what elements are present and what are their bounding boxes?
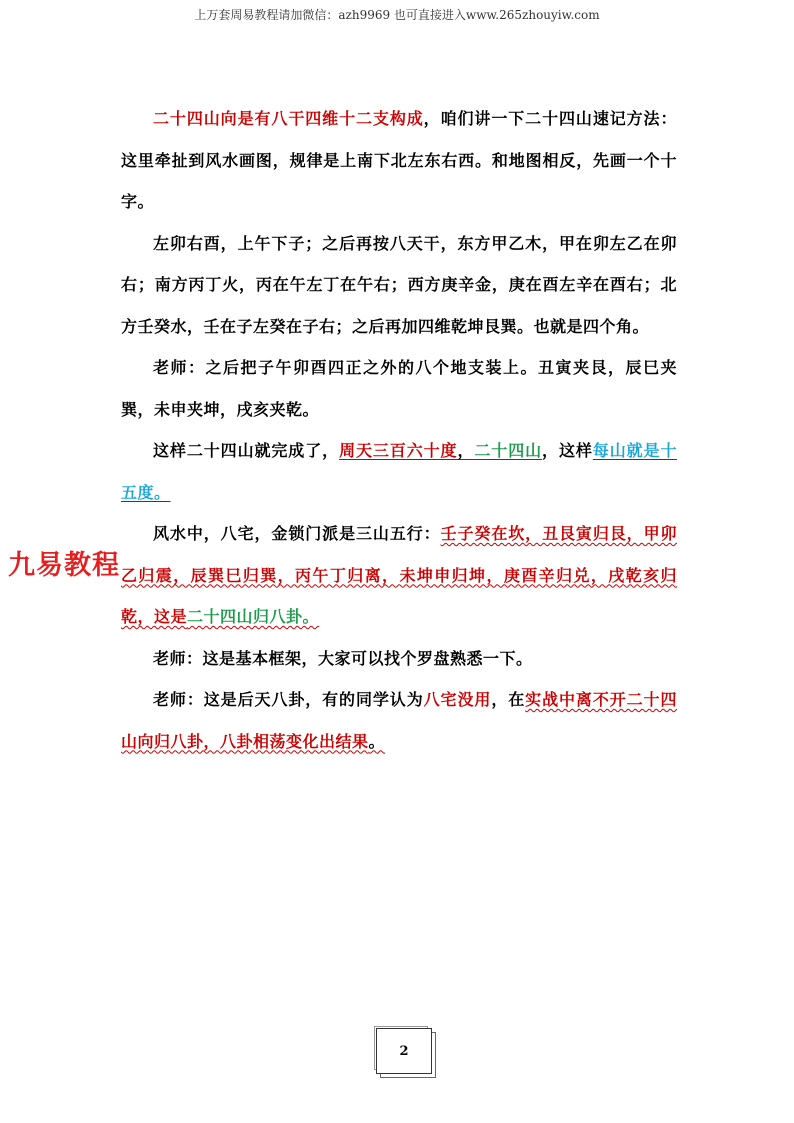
text-run: 二十四山向是有八干四维十二支构成 bbox=[153, 109, 424, 128]
text-run: 老师：这是基本框架，大家可以找个罗盘熟悉一下。 bbox=[153, 648, 533, 668]
text-run: ，在 bbox=[491, 690, 526, 709]
paragraph bbox=[121, 513, 677, 638]
paragraph bbox=[121, 223, 677, 348]
page-number-box bbox=[376, 1028, 432, 1074]
paragraph bbox=[121, 98, 677, 223]
text-run: 八宅没用 bbox=[423, 690, 492, 709]
page-header: 上万套周易教程请加微信：azh9969 也可直接进入www.265zhouyiw.com bbox=[194, 8, 600, 22]
text-run: 周天三百六十度 bbox=[339, 441, 458, 460]
text-run: ，咱们讲一下二十四山速记方法：这里牵扯到风水画图，规律是上南下北左东右西。和地图相反，先画一个十字。 bbox=[121, 109, 677, 211]
text-run: 。 bbox=[368, 731, 386, 751]
text-run: 二十四山归八卦。 bbox=[187, 607, 320, 626]
text-run: 壬子癸在坎，丑艮寅归艮，甲卯乙归震，辰巽巳归巽，丙午丁归离，未坤申归坤，庚酉辛归兑，戌乾亥归乾，这是 bbox=[121, 524, 677, 626]
text-run: 左卯右酉，上午下子；之后再按八天干，东方甲乙木，甲在卯左乙在卯右；南方丙丁火，丙在午左丁在午右；西方庚辛金，庚在酉左辛在酉右；北方壬癸水，壬在子左癸在子右；之后再加四维乾坤艮巽。也就是四个角。 bbox=[121, 233, 677, 336]
text-run: 这样二十四山就完成了， bbox=[153, 441, 340, 460]
text-run: 老师：这是后天八卦，有的同学认为 bbox=[153, 690, 424, 709]
text-run: 老师：之后把子午卯酉四正之外的八个地支装上。丑寅夹艮，辰巳夹巽，未申夹坤，戌亥夹乾。 bbox=[121, 358, 677, 419]
text-run: 二十四山 bbox=[474, 441, 543, 460]
paragraph bbox=[121, 679, 677, 762]
text-run: 实战中离不开二十四山向归八卦，八卦相荡变化出结果 bbox=[121, 690, 677, 751]
watermark-logo: 九易教程 bbox=[8, 550, 120, 581]
page-number: 2 bbox=[399, 1043, 409, 1059]
paragraph bbox=[121, 347, 677, 430]
document-body bbox=[121, 98, 677, 762]
text-run: ，这样 bbox=[542, 441, 593, 460]
text-run: 风水中，八宅，金锁门派是三山五行： bbox=[153, 524, 441, 543]
text-run: ， bbox=[457, 441, 475, 460]
text-run: 每山就是十五度。 bbox=[121, 441, 677, 502]
paragraph bbox=[121, 638, 677, 680]
paragraph bbox=[121, 430, 677, 513]
